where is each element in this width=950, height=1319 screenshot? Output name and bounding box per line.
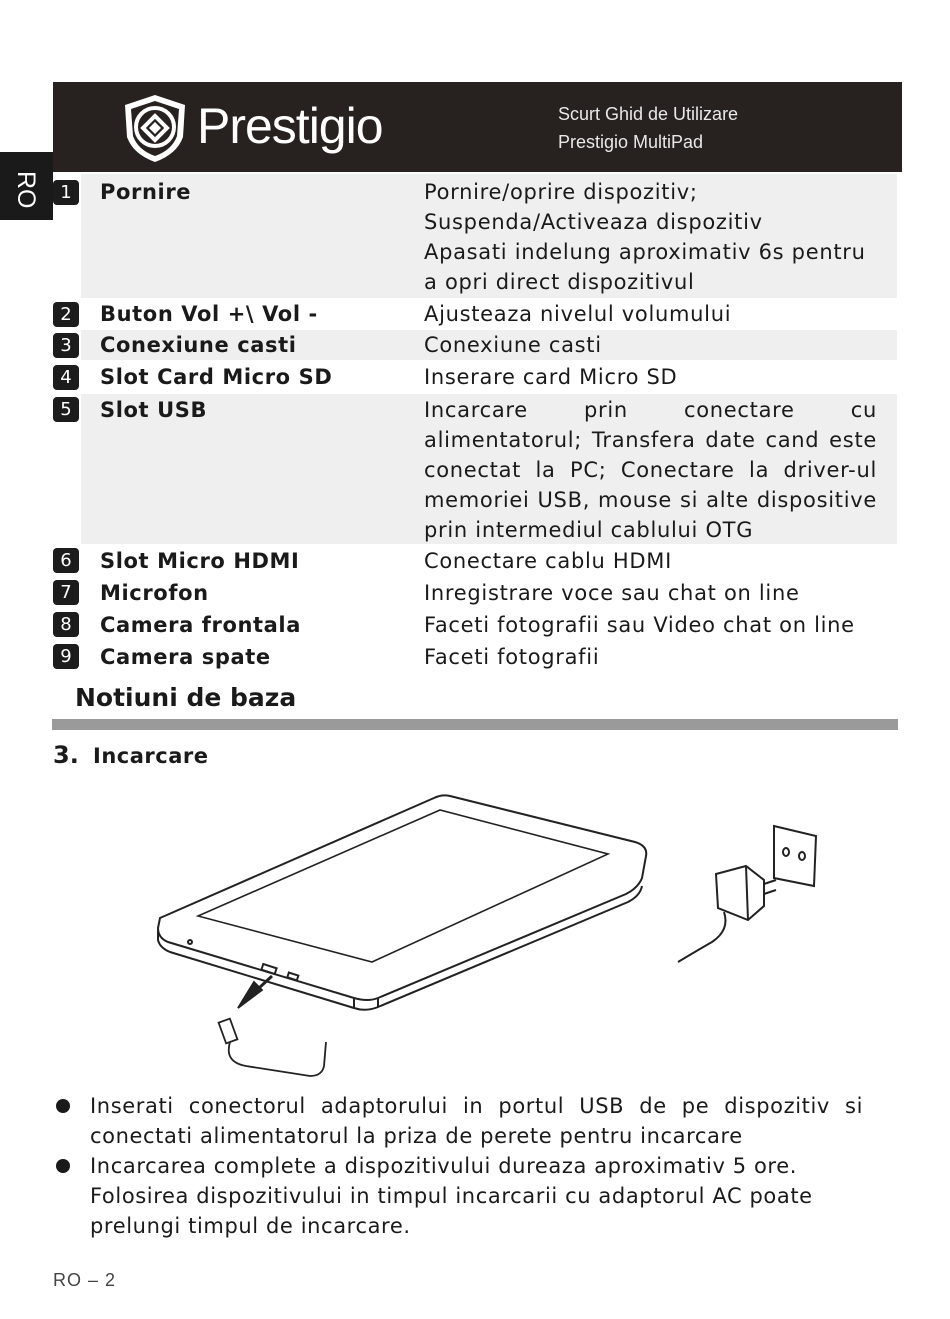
spec-label: Slot Card Micro SD bbox=[100, 365, 333, 389]
page-number: RO – 2 bbox=[53, 1270, 117, 1290]
spec-row bbox=[0, 642, 950, 674]
subsection-number: 3. bbox=[53, 741, 79, 769]
spec-description: Faceti fotografii bbox=[424, 645, 600, 669]
list-item bbox=[53, 1151, 863, 1241]
spec-description: Conexiune casti bbox=[424, 333, 602, 357]
row-number-badge: 8 bbox=[53, 612, 79, 637]
spec-row bbox=[0, 546, 950, 578]
header-subtitle bbox=[558, 100, 738, 156]
bullet-text: Inserati conectorul adaptorului in portul USB de pe dispozitiv si conectati alimentatorul la priza de perete pentru incarcare bbox=[90, 1094, 863, 1148]
wall-plug-drawing bbox=[678, 826, 816, 962]
header-banner bbox=[53, 82, 902, 172]
spec-description: Faceti fotografii sau Video chat on line bbox=[424, 613, 855, 637]
usb-cable-drawing bbox=[219, 976, 326, 1076]
row-number-badge: 1 bbox=[53, 180, 79, 205]
spec-row bbox=[0, 394, 950, 544]
spec-label: Slot USB bbox=[100, 398, 208, 422]
row-number-badge: 7 bbox=[53, 580, 79, 605]
list-item bbox=[53, 1091, 863, 1151]
spec-label: Microfon bbox=[100, 581, 209, 605]
row-number-badge: 2 bbox=[53, 302, 79, 327]
section-divider bbox=[52, 719, 898, 730]
bullet-text: Incarcarea complete a dispozitivului dureaza aproximativ 5 ore. Folosirea dispozitivului in timpul incarcarii cu adaptorul AC poate prelungi timpul de incarcare. bbox=[90, 1154, 813, 1238]
spec-row bbox=[0, 610, 950, 642]
spec-row bbox=[0, 578, 950, 610]
row-number-badge: 5 bbox=[53, 397, 79, 422]
charging-illustration bbox=[150, 790, 830, 1090]
spec-description: Inregistrare voce sau chat on line bbox=[424, 581, 800, 605]
spec-description: Inserare card Micro SD bbox=[424, 365, 678, 389]
spec-label: Slot Micro HDMI bbox=[100, 549, 300, 573]
spec-row bbox=[0, 174, 950, 298]
spec-row bbox=[0, 298, 950, 330]
subsection-title: Incarcare bbox=[93, 744, 209, 768]
spec-row bbox=[0, 362, 950, 394]
brand-name: Prestigio bbox=[197, 98, 383, 154]
spec-description: Conectare cablu HDMI bbox=[424, 549, 672, 573]
row-number-badge: 3 bbox=[53, 333, 79, 358]
spec-label: Camera spate bbox=[100, 645, 271, 669]
row-number-badge: 4 bbox=[53, 365, 79, 390]
spec-label: Conexiune casti bbox=[100, 333, 297, 357]
spec-description: Pornire/oprire dispozitiv; Suspenda/Activeaza dispozitiv Apasati indelung aproximativ 6s pentru a opri direct dispozitivul bbox=[424, 180, 866, 294]
bullet-icon bbox=[56, 1159, 70, 1173]
guide-title: Scurt Ghid de Utilizare bbox=[558, 104, 739, 124]
spec-description: Ajusteaza nivelul volumului bbox=[424, 302, 732, 326]
prestigio-logo-icon bbox=[119, 92, 191, 164]
tablet-drawing bbox=[158, 795, 646, 1009]
spec-description: Incarcare prin conectare cu alimentatorul; Transfera date cand este conectat la PC; Conectare la driver-ul memoriei USB, mouse si alte dispositive prin intermediul cablului OTG bbox=[424, 398, 877, 542]
language-label: RO bbox=[12, 171, 40, 209]
section-title: Notiuni de baza bbox=[75, 683, 297, 712]
row-number-badge: 9 bbox=[53, 644, 79, 669]
bullet-icon bbox=[56, 1099, 70, 1113]
spec-label: Buton Vol +\ Vol - bbox=[100, 302, 318, 326]
product-name: Prestigio MultiPad bbox=[558, 132, 704, 152]
row-number-badge: 6 bbox=[53, 548, 79, 573]
spec-label: Camera frontala bbox=[100, 613, 301, 637]
spec-row bbox=[0, 330, 950, 360]
bullet-list bbox=[53, 1091, 863, 1241]
spec-label: Pornire bbox=[100, 180, 192, 204]
